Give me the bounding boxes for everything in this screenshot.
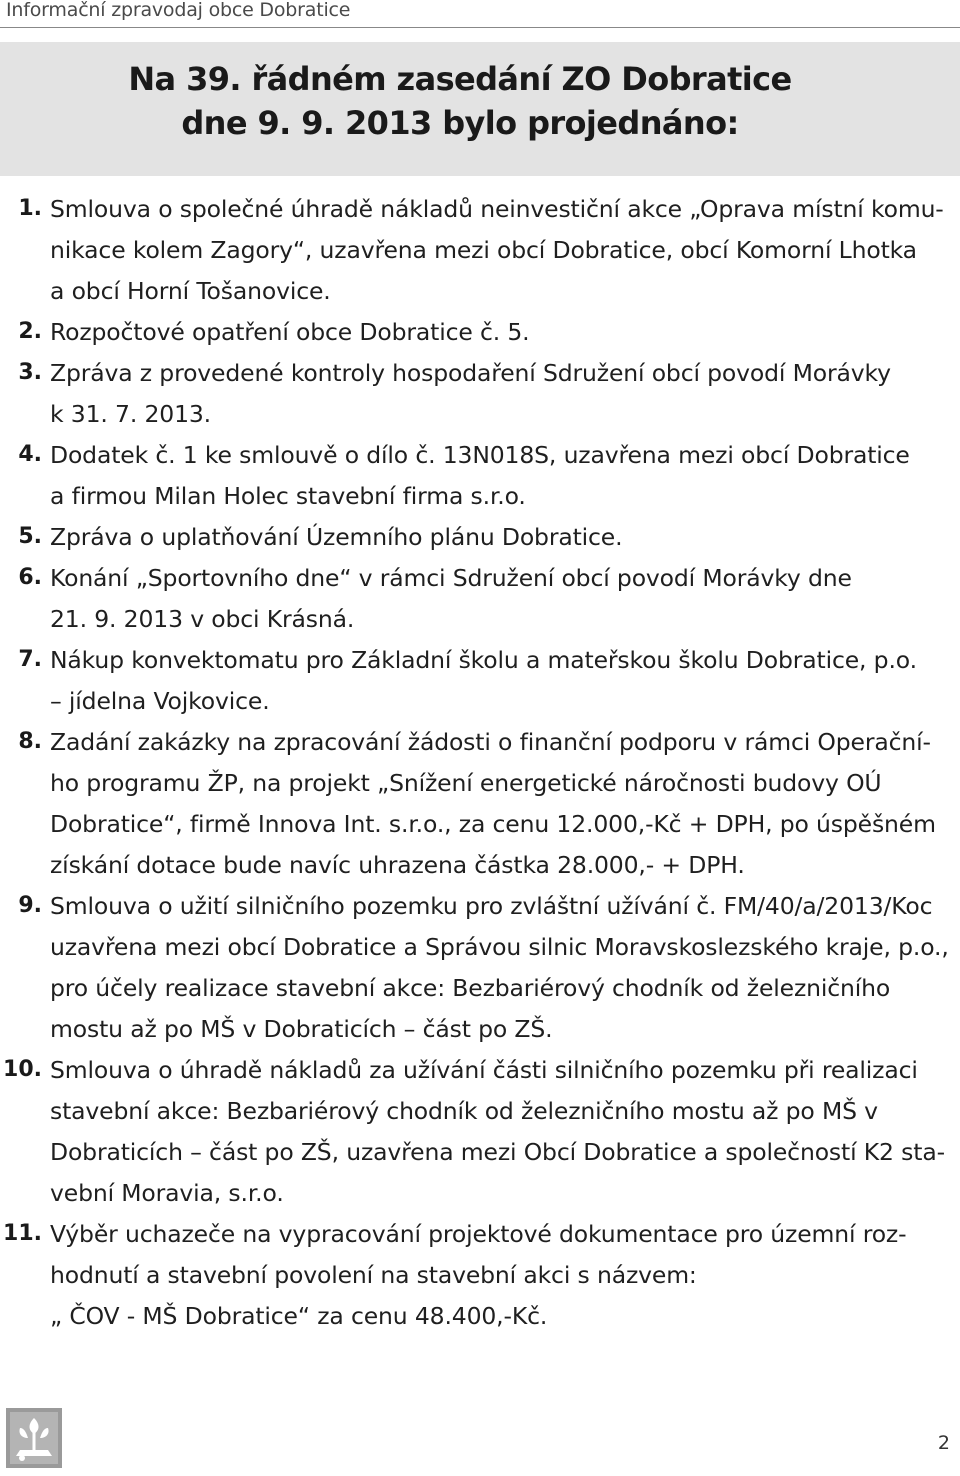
item-text-line: Zpráva o uplatňování Územního plánu Dobratice. <box>50 523 623 551</box>
item-number: 2. <box>18 319 42 344</box>
item-text-line: „ ČOV - MŠ Dobratice“ za cenu 48.400,-Kč. <box>50 1302 548 1330</box>
item-text-line: stavební akce: Bezbariérový chodník od železničního mostu až po MŠ v <box>50 1097 878 1125</box>
item-text-line: Konání „Sportovního dne“ v rámci Sdružení obcí povodí Morávky dne <box>50 564 852 592</box>
item-text-line: hodnutí a stavební povolení na stavební akci s názvem: <box>50 1261 697 1289</box>
item-text-line: k 31. 7. 2013. <box>50 400 211 428</box>
item-text-line: Zpráva z provedené kontroly hospodaření Sdružení obcí povodí Morávky <box>50 359 891 387</box>
item-number: 3. <box>18 360 42 385</box>
item-text-line: mostu až po MŠ v Dobraticích – část po ZŠ. <box>50 1015 553 1043</box>
item-number: 11. <box>3 1221 42 1246</box>
item-text-line: – jídelna Vojkovice. <box>50 687 270 715</box>
item-text-line: Dobratice“, firmě Innova Int. s.r.o., za cenu 12.000,-Kč + DPH, po úspěšném <box>50 810 936 838</box>
running-header: Informační zpravodaj obce Dobratice <box>6 0 351 21</box>
item-text-line: Smlouva o společné úhradě nákladů neinvestiční akce „Oprava místní komu- <box>50 195 944 223</box>
item-number: 1. <box>18 196 42 221</box>
item-text-line: uzavřena mezi obcí Dobratice a Správou silnic Moravskoslezského kraje, p.o., <box>50 933 949 961</box>
item-text-line: nikace kolem Zagory“, uzavřena mezi obcí Dobratice, obcí Komorní Lhotka <box>50 236 917 264</box>
page-title-line-1: Na 39. řádném zasedání ZO Dobratice <box>128 60 792 98</box>
item-text-line: Rozpočtové opatření obce Dobratice č. 5. <box>50 318 530 346</box>
item-text-line: a obcí Horní Tošanovice. <box>50 277 331 305</box>
item-text-line: Výběr uchazeče na vypracování projektové dokumentace pro územní roz- <box>50 1220 907 1248</box>
item-text-line: získání dotace bude navíc uhrazena částka 28.000,- + DPH. <box>50 851 745 879</box>
item-number: 4. <box>18 442 42 467</box>
item-number: 5. <box>18 524 42 549</box>
page-title-line-2: dne 9. 9. 2013 bylo projednáno: <box>181 104 739 142</box>
item-text-line: a firmou Milan Holec stavební firma s.r.o. <box>50 482 526 510</box>
page-number: 2 <box>937 1432 950 1454</box>
municipal-coat-of-arms-icon <box>4 1406 64 1470</box>
item-text-line: 21. 9. 2013 v obci Krásná. <box>50 605 355 633</box>
item-number: 9. <box>18 893 42 918</box>
item-number: 6. <box>18 565 42 590</box>
item-number: 8. <box>18 729 42 754</box>
item-text-line: pro účely realizace stavební akce: Bezbariérový chodník od železničního <box>50 974 891 1002</box>
item-text-line: Smlouva o úhradě nákladů za užívání části silničního pozemku při realizaci <box>50 1056 918 1084</box>
item-text-line: Dodatek č. 1 ke smlouvě o dílo č. 13N018S, uzavřena mezi obcí Dobratice <box>50 441 910 469</box>
item-number: 10. <box>3 1057 42 1082</box>
item-text-line: Zadání zakázky na zpracování žádosti o finanční podporu v rámci Operační- <box>50 728 931 756</box>
item-number: 7. <box>18 647 42 672</box>
item-text-line: vební Moravia, s.r.o. <box>50 1179 284 1207</box>
item-text-line: Nákup konvektomatu pro Základní školu a mateřskou školu Dobratice, p.o. <box>50 646 917 674</box>
item-text-line: ho programu ŽP, na projekt „Snížení energetické náročnosti budovy OÚ <box>50 769 882 797</box>
item-text-line: Dobraticích – část po ZŠ, uzavřena mezi Obcí Dobratice a společností K2 sta- <box>50 1138 945 1166</box>
item-text-line: Smlouva o užití silničního pozemku pro zvláštní užívání č. FM/40/a/2013/Koc <box>50 892 933 920</box>
